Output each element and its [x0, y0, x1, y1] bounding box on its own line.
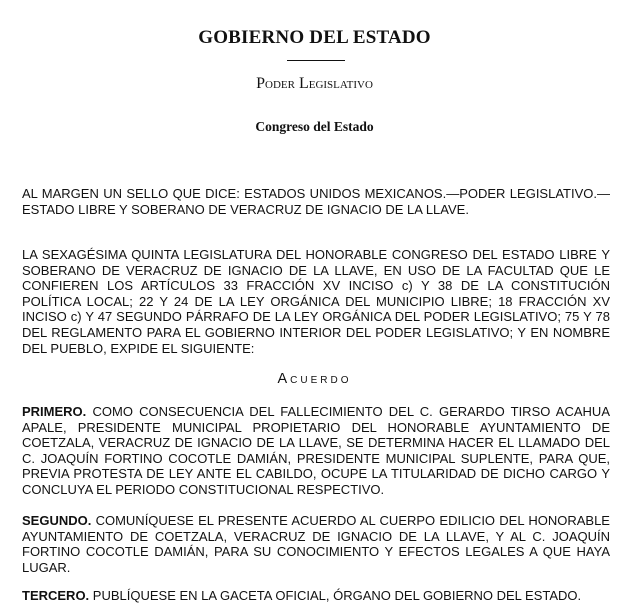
article-label: TERCERO. — [22, 588, 90, 603]
article-label: PRIMERO. — [22, 404, 87, 419]
article-text: COMO CONSECUENCIA DEL FALLECIMIENTO DEL C. GERARDO TIRSO ACAHUA APALE, PRESIDENTE MUNICIPAL PROPIETARIO DEL HONORABLE AYUNTAMIENTO DE COETZALA, VERACRUZ DE IGNACIO DE LA LLAVE, SE DETERMINA HACER EL LLAMADO DEL C. JOAQUÍN FORTINO COCOTLE DAMIÁN, PRESIDENTE MUNICIPAL SUPLENTE, PARA QUE, PREVIA PROTESTA DE LEY ANTE EL CABILDO, OCUPE LA TITULARIDAD DE DICHO CARGO Y CONCLUYA EL PERIODO CONSTITUCIONAL RESPECTIVO. — [22, 404, 610, 497]
article-label: SEGUNDO. — [22, 513, 92, 528]
article-text: PUBLÍQUESE EN LA GACETA OFICIAL, ÓRGANO DEL GOBIERNO DEL ESTADO. — [92, 588, 582, 603]
document-title: GOBIERNO DEL ESTADO — [198, 27, 431, 48]
margin-note: AL MARGEN UN SELLO QUE DICE: ESTADOS UNIDOS MEXICANOS.—PODER LEGISLATIVO.—ESTADO LIBRE Y SOBERANO DE VERACRUZ DE IGNACIO DE LA LLAVE. — [22, 186, 610, 217]
document-subtitle: Poder Legislativo — [256, 75, 373, 92]
article-tercero — [22, 588, 610, 604]
title-divider — [287, 60, 345, 61]
preamble: LA SEXAGÉSIMA QUINTA LEGISLATURA DEL HONORABLE CONGRESO DEL ESTADO LIBRE Y SOBERANO DE VERACRUZ DE IGNACIO DE LA LLAVE, EN USO DE LA FACULTAD QUE LE CONFIEREN LOS ARTÍCULOS 33 FRACCIÓN XV INCISO c) Y 38 DE LA CONSTITUCIÓN POLÍTICA LOCAL; 22 Y 24 DE LA LEY ORGÁNICA DEL MUNICIPIO LIBRE; 18 FRACCIÓN XV INCISO c) Y 47 SEGUNDO PÁRRAFO DE LA LEY ORGÁNICA DEL PODER LEGISLATIVO; 75 Y 78 DEL REGLAMENTO PARA EL GOBIERNO INTERIOR DEL PODER LEGISLATIVO; Y EN NOMBRE DEL PUEBLO, EXPIDE EL SIGUIENTE: — [22, 247, 610, 356]
article-text: COMUNÍQUESE EL PRESENTE ACUERDO AL CUERPO EDILICIO DEL HONORABLE AYUNTAMIENTO DE COETZALA, VERACRUZ DE IGNACIO DE LA LLAVE, Y AL C. JOAQUÍN FORTINO COCOTLE DAMIÁN, PARA SU CONOCIMIENTO Y EFECTOS LEGALES A QUE HAYA LUGAR. — [22, 513, 610, 575]
section-heading: Acuerdo — [277, 371, 352, 387]
article-primero — [22, 404, 610, 498]
article-segundo — [22, 513, 610, 575]
issuing-body: Congreso del Estado — [255, 119, 374, 134]
